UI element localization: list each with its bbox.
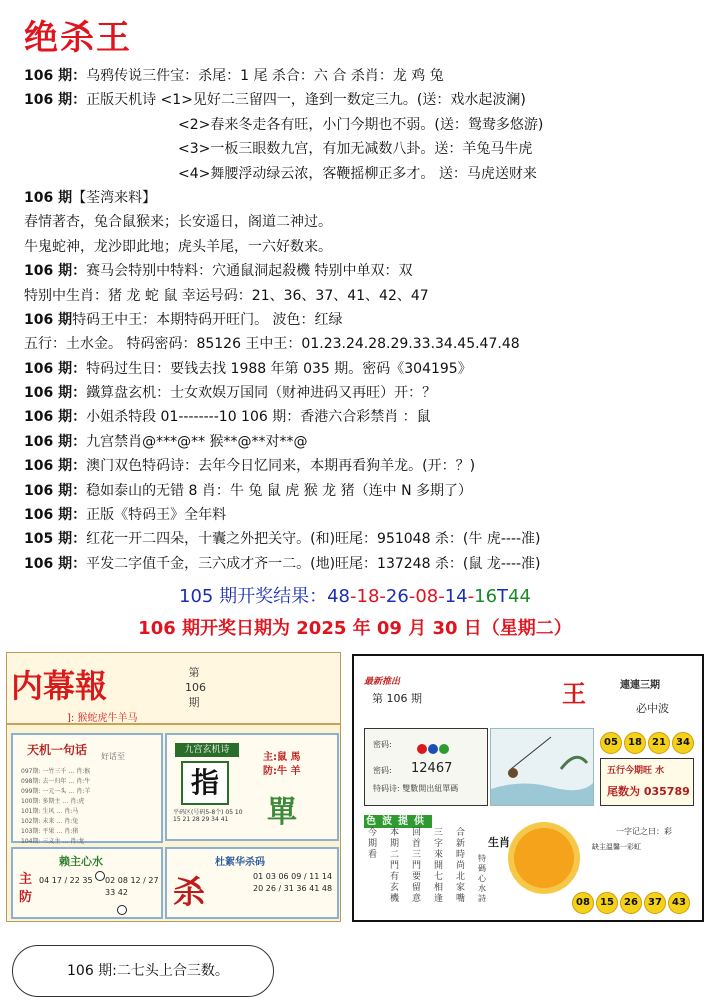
- poem-column: 合新時尚北家嘴: [456, 828, 466, 904]
- green-dot: [439, 744, 449, 754]
- number-balls: [572, 890, 702, 914]
- circle-marker: [95, 871, 105, 881]
- line-text: 春情著杏，兔合鼠猴来；长安遥日，阁道二神过。: [24, 214, 332, 231]
- fishing-scene: [490, 728, 594, 806]
- laizhu-title: 赖主心水: [59, 855, 103, 868]
- line-text: 澳门双色特码诗：去年今日忆同来，本期再看狗羊龙。(开：？): [86, 458, 476, 475]
- jiugong-char: 指: [181, 761, 229, 805]
- draw-result: [0, 582, 710, 608]
- tianji-box: [11, 733, 163, 843]
- number-ball: 05: [600, 732, 622, 754]
- result-number: 18: [356, 586, 380, 607]
- number-ball: 18: [624, 732, 646, 754]
- section-label: 色波提供: [366, 816, 430, 827]
- code-poem: 特码诗: 雙數開出紐單碼: [373, 784, 459, 793]
- line-text: 平发二字值千金，三六成才齐一二。(地)旺尾：137248 杀：(鼠 龙----准): [86, 555, 541, 572]
- jiugong-box: [165, 733, 339, 841]
- line-prefix: 106 期：: [24, 507, 87, 524]
- result-label: 105 期开奖结果：: [179, 586, 328, 607]
- side-subtitle: 必中波: [636, 702, 669, 715]
- line-prefix: 106 期：: [24, 360, 87, 377]
- result-numbers: [327, 586, 531, 607]
- jiugong-big-char: 單: [267, 795, 297, 830]
- prediction-line: [24, 430, 694, 454]
- jiugong-label: 九宫玄机诗: [175, 743, 239, 757]
- zodiac-poem: 特碼心水詩: [478, 854, 486, 903]
- prediction-line: [24, 503, 694, 527]
- header-subtitle: ]: 猴蛇虎牛羊马: [67, 713, 138, 724]
- result-number: 14: [444, 586, 468, 607]
- side-title: 連連三期: [620, 680, 660, 691]
- hint-text: 一字记之曰：彩: [616, 827, 672, 836]
- prediction-line: [24, 64, 694, 88]
- duxu-numbers: 01 03 06 09 / 11 14 20 26 / 31 36 41 48: [253, 872, 333, 893]
- line-text: 【荃湾来料】: [72, 189, 157, 206]
- tianji-row: 103期: 平果 … 肖:猪: [21, 828, 79, 835]
- tianji-title: 天机一句话: [27, 743, 88, 757]
- line-prefix: 106 期：: [24, 433, 87, 450]
- prediction-line: [24, 113, 694, 137]
- prediction-line: [24, 381, 694, 405]
- result-number: -: [379, 586, 386, 607]
- prediction-line: [24, 479, 694, 503]
- speech-cloud: [12, 945, 274, 997]
- line-text: 特码王中王：本期特码开旺门。 波色：红绿: [72, 311, 343, 328]
- neimu-bao-image: [6, 652, 341, 922]
- line-text: 鐵算盘玄机：士女欢娱万国同（财神进码又再旺）开：？: [86, 385, 437, 402]
- poem-column: 回首三門要留意: [412, 828, 422, 904]
- line-text: <2>春来冬走各有旺，小门今期也不弱。(送：鸳鸯多悠游): [178, 116, 544, 133]
- prediction-line: [24, 357, 694, 381]
- laizhu-box: [11, 847, 163, 919]
- color-dots: [417, 739, 450, 758]
- line-text: 红花一开二四朵，十囊之外把关守。(和)旺尾：951048 杀：(牛 虎----准): [86, 531, 541, 548]
- prediction-line: [24, 527, 694, 551]
- circle-marker: [117, 905, 127, 915]
- line-text: 牛鬼蛇神，龙沙即此地；虎头羊尾，一六好数来。: [24, 238, 332, 255]
- duxu-char: 杀: [173, 873, 206, 911]
- prediction-line: [24, 284, 694, 308]
- wuxing-text: 五行今期旺 水: [607, 766, 665, 776]
- header-period: 第106期: [185, 666, 206, 709]
- result-number: -: [350, 586, 357, 607]
- code-label-2: 密码:: [373, 766, 392, 775]
- line-text: 小姐杀特段 01--------10 106 期：香港六合彩禁肖 ：鼠: [86, 409, 431, 426]
- line-text: <4>舞腰浮动绿云浓，客鞭摇柳正多才。 送：马虎送财来: [178, 165, 537, 182]
- tag-label: 最新推出: [364, 677, 401, 687]
- poem-column: 今期看: [368, 828, 378, 860]
- prediction-line: [24, 137, 694, 161]
- header-title: 内幕報: [11, 667, 108, 705]
- tianji-row: 100期: 多期主 … 肖:虎: [21, 798, 85, 805]
- tianji-row: 097期: 一竹三千 … 肖:猴: [21, 768, 91, 775]
- line-prefix: 106 期：: [24, 68, 87, 84]
- laizhu-defense-numbers: 02 08 12 / 27 33 42: [105, 876, 159, 897]
- line-prefix: 106 期：: [24, 458, 87, 475]
- prediction-line: [24, 332, 694, 356]
- bizhongbo-image: [352, 654, 704, 922]
- line-prefix: 106 期: [24, 189, 73, 206]
- line-text: <3>一板三眼数九宫，有加无减数八卦。送：羊兔马牛虎: [178, 141, 533, 158]
- poem-column: 三字來開七相逢: [434, 828, 444, 904]
- poem-columns: [368, 828, 484, 916]
- code-label: 密码:: [373, 740, 392, 749]
- result-number: -: [408, 586, 416, 607]
- prediction-lines: [24, 64, 694, 576]
- result-number: -: [438, 586, 445, 607]
- result-number: 26: [385, 586, 409, 607]
- zodiac-label: 生肖: [488, 836, 510, 849]
- tianji-row: 099期: 一元一头 … 肖:羊: [21, 788, 91, 795]
- line-prefix: 105 期：: [24, 531, 87, 548]
- line-text: 五行：土水金。 特码密码：85126 王中王：01.23.24.28.29.33.34.45.47.48: [24, 336, 520, 353]
- prediction-line: [24, 235, 694, 259]
- result-number: -: [467, 586, 475, 607]
- line-text: 乌鸦传说三件宝：杀尾：1 尾 杀合：六 合 杀肖：龙 鸡 兔: [86, 68, 444, 84]
- jiugong-defense: 防:牛 羊: [263, 766, 301, 777]
- prediction-line: [24, 259, 694, 283]
- tianji-row: 102期: 未来 … 肖:兔: [21, 818, 79, 825]
- prediction-line: [24, 210, 694, 234]
- tianji-sub: 好话至: [101, 752, 125, 761]
- jiugong-main: 主:鼠 馬: [263, 752, 301, 763]
- line-prefix: 106 期: [24, 311, 73, 328]
- sun-burst-icon: [514, 828, 574, 888]
- line-text: 稳如泰山的无错 8 肖：牛 兔 鼠 虎 猴 龙 猪（连中 N 多期了）: [86, 482, 472, 499]
- prediction-line: [24, 88, 694, 112]
- number-ball: 43: [668, 892, 690, 914]
- blue-dot: [428, 744, 438, 754]
- jiugong-zodiac: [263, 751, 300, 779]
- line-text: 九宫禁肖@***@** 猴**@**对**@: [86, 433, 308, 450]
- number-ball: 21: [648, 732, 670, 754]
- result-number: 44: [508, 586, 531, 607]
- number-ball: 08: [572, 892, 594, 914]
- jiugong-numbers: 平码区(号码5-8个) 05 10 15 21 28 29 34 41: [173, 809, 243, 823]
- wave-balls: [600, 730, 700, 754]
- tianji-row: 104期: 三义主 … 肖:龙: [21, 838, 85, 845]
- laizhu-main-numbers: 04 17 / 22 35: [39, 876, 93, 885]
- line-text: 特码过生日：要钱去找 1988 年第 035 期。密码《304195》: [86, 360, 472, 377]
- period-label: 第 106 期: [372, 692, 422, 705]
- prediction-line: [24, 454, 694, 478]
- number-ball: 34: [672, 732, 694, 754]
- line-text: 特别中生肖：猪 龙 蛇 鼠 幸运号码：21、36、37、41、42、47: [24, 287, 429, 304]
- line-text: 正版《特码王》全年料: [86, 507, 227, 524]
- poem-column: 本期二門有玄機: [390, 828, 400, 904]
- result-number: 08: [415, 586, 439, 607]
- line-prefix: 106 期：: [24, 92, 87, 109]
- image-header: [7, 653, 340, 725]
- tail-numbers: 尾数为 035789: [607, 785, 690, 798]
- line-text: 赛马会特别中特料：穴通鼠洞起殺機 特别中单双：双: [86, 263, 413, 280]
- result-number: 48: [327, 586, 351, 607]
- tianji-rows: [21, 767, 155, 857]
- number-ball: 15: [596, 892, 618, 914]
- tianji-row: 101期: 生风 … 肖:马: [21, 808, 79, 815]
- result-number: T: [497, 586, 509, 607]
- result-number: 16: [474, 586, 498, 607]
- code-panel: [364, 728, 488, 806]
- line-prefix: 106 期：: [24, 263, 87, 280]
- line-text: 正版天机诗 <1>见好二三留四一，逢到一数定三九。(送：戏水起波澜): [86, 92, 526, 109]
- red-mark: 王: [562, 680, 586, 708]
- number-ball: 26: [620, 892, 642, 914]
- code-value: 12467: [411, 761, 453, 776]
- wuxing-box: [600, 758, 694, 806]
- prediction-line: [24, 308, 694, 332]
- draw-date: 106 期开奖日期为 2025 年 09 月 30 日（星期二）: [138, 618, 572, 639]
- cloud-text: 106 期:二七头上合三数。: [67, 963, 229, 979]
- prediction-line: [24, 186, 694, 210]
- prediction-line: [24, 552, 694, 576]
- line-prefix: 106 期：: [24, 385, 87, 402]
- laizhu-labels: [19, 871, 32, 907]
- duxu-title: 杜絮华杀码: [215, 857, 265, 868]
- line-prefix: 106 期：: [24, 409, 87, 426]
- laizhu-defense-label: 防: [19, 890, 33, 905]
- tianji-row: 098期: 去一归年 … 肖:牛: [21, 778, 91, 785]
- prediction-line: [24, 162, 694, 186]
- page-title: 绝杀王: [24, 18, 132, 58]
- hint-text-2: 缺主温馨一彩虹: [592, 843, 641, 851]
- duxu-box: [165, 847, 339, 919]
- number-ball: 37: [644, 892, 666, 914]
- laizhu-main-label: 主: [19, 872, 33, 887]
- prediction-line: [24, 405, 694, 429]
- red-dot: [417, 744, 427, 754]
- line-prefix: 106 期：: [24, 555, 87, 572]
- section-heading: [364, 812, 432, 827]
- line-prefix: 106 期：: [24, 482, 87, 499]
- fisherman-illustration: [491, 729, 593, 805]
